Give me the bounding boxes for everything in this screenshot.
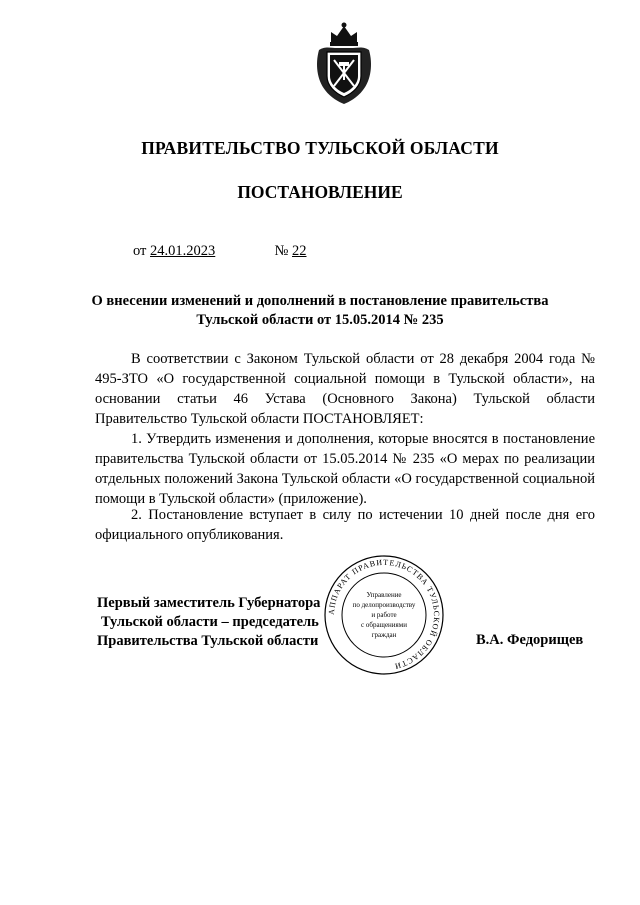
document-date: 24.01.2023 bbox=[150, 243, 216, 259]
signatory-position bbox=[97, 594, 320, 651]
svg-text:граждан: граждан bbox=[371, 631, 397, 639]
clause-2-text: 2. Постановление вступает в силу по истечении 10 дней после дня его официального опубликования. bbox=[95, 507, 595, 543]
dateline bbox=[133, 243, 307, 260]
signatory-name: В.А. Федорищев bbox=[476, 632, 584, 648]
preamble-paragraph bbox=[95, 349, 595, 429]
preamble-text: В соответствии с Законом Тульской области от 28 декабря 2004 года № 495-ЗТО «О государственной социальной помощи в Тульской области», на основании статьи 46 Устава (Основного Закона) Тульской области Правительство Тульской области ПОСТАНОВЛЯЕТ: bbox=[95, 351, 595, 427]
svg-text:с обращениями: с обращениями bbox=[361, 621, 407, 629]
svg-text:по делопроизводству: по делопроизводству bbox=[352, 601, 416, 609]
svg-text:Управление: Управление bbox=[366, 591, 402, 599]
tula-coat-of-arms-icon bbox=[313, 20, 375, 106]
document-subject: О внесении изменений и дополнений в постановление правительства Тульской области от 15.05.2014 № 235 bbox=[91, 293, 549, 328]
clause-2-paragraph bbox=[95, 505, 595, 545]
document-number: 22 bbox=[292, 243, 307, 259]
government-title: ПРАВИТЕЛЬСТВО ТУЛЬСКОЙ ОБЛАСТИ bbox=[141, 138, 499, 158]
number-prefix: № bbox=[274, 243, 289, 259]
date-prefix: от bbox=[133, 243, 147, 259]
signatory-line-3: Правительства Тульской области bbox=[97, 633, 319, 649]
svg-text:и работе: и работе bbox=[371, 611, 397, 619]
signatory-line-1: Первый заместитель Губернатора bbox=[97, 595, 321, 611]
signatory-line-2: Тульской области – председатель bbox=[101, 614, 319, 630]
svg-text:АППАРАТ ПРАВИТЕЛЬСТВА ТУЛЬСКОЙ: АППАРАТ ПРАВИТЕЛЬСТВА ТУЛЬСКОЙ ОБЛАСТИ bbox=[326, 557, 442, 671]
official-stamp bbox=[322, 553, 446, 677]
clause-1-text: 1. Утвердить изменения и дополнения, которые вносятся в постановление правительства Тульской области от 15.05.2014 № 235 «О мерах по реализации отдельных положений Закона Тульской области «О государственной социальной помощи в Тульской области» (приложение). bbox=[95, 431, 595, 507]
clause-1-paragraph bbox=[95, 429, 595, 509]
document-type: ПОСТАНОВЛЕНИЕ bbox=[237, 182, 403, 202]
